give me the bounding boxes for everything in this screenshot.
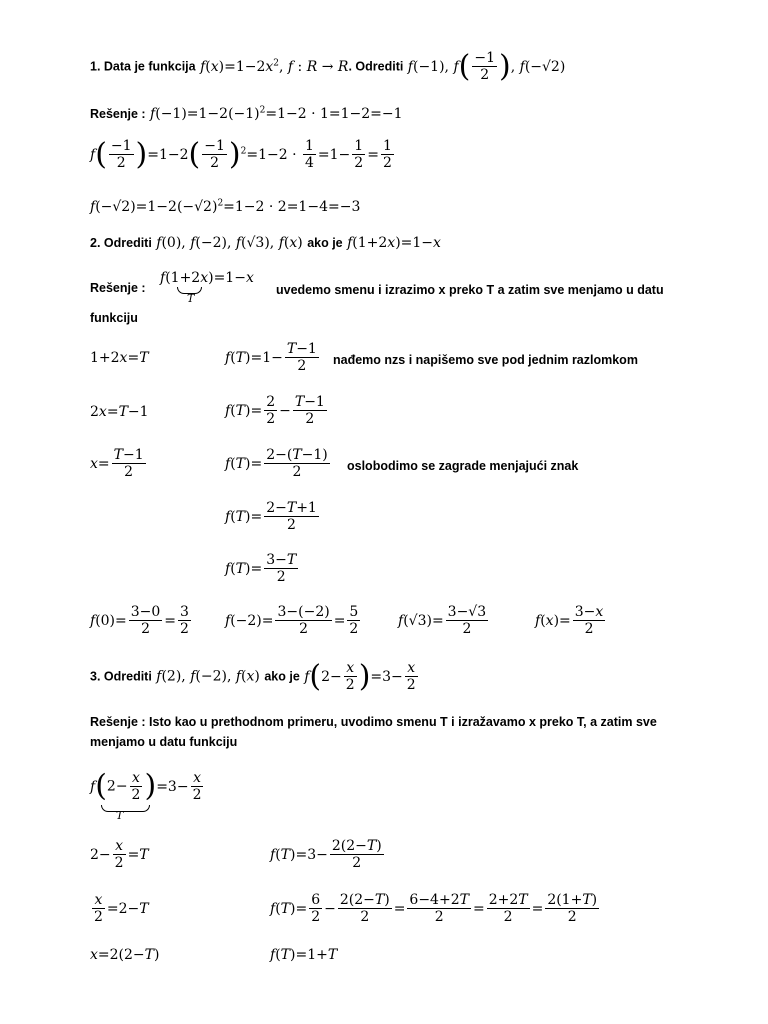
eq3-right-1: f(T)=3− $\frac{2(2-T)}{2}$ — [270, 838, 382, 872]
solution-1-line-2: f( $\frac{-1}{2}$ )=1−2( $\frac{-1}{2}$ )$^2$=1−2 · $\frac{1}{4}$ =1− $\frac{1}{2}$ = $\frac{1}{2}$ — [90, 136, 392, 172]
eq-right-5: f(T)= $\frac{3-T}{2}$ — [225, 552, 297, 586]
odrediti-label: . Odrediti — [348, 59, 404, 74]
note-substitution-cont: funkciju — [90, 311, 138, 325]
result-fx: f(x)= $\frac{3-x}{2}$ — [535, 604, 604, 638]
resenje-label: Rešenje : — [90, 107, 146, 121]
problem-2-statement: 2. Odrediti f(0), f(−2), f(√3), f(x) ako je f(1+2x)=1−x — [90, 235, 441, 251]
eq-left-2: 2x=T−1 — [90, 404, 149, 420]
eq3-right-3: f(T)=1+T — [270, 947, 338, 963]
result-f0: f(0)= $\frac{3-0}{2}$ = $\frac{3}{2}$ — [90, 604, 189, 638]
result-f-minus2: f(−2)= $\frac{3-(-2)}{2}$ = $\frac{5}{2}$ — [225, 604, 359, 638]
problem-2-heading: 2. Odrediti — [90, 236, 152, 250]
eq-right-1: f(T)=1− $\frac{T-1}{2}$ — [225, 341, 317, 375]
problem-1-heading: 1. Data je funkcija — [90, 59, 196, 74]
ako-je-label: ako je — [307, 236, 343, 250]
eq-right-4: f(T)= $\frac{2-T+1}{2}$ — [225, 500, 317, 534]
solution-1-line-3: $f(-√2)=1-2(-√2)^2=1-2 \cdot 2=1-4=-3$ — [90, 198, 361, 215]
ako-je-label: ako je — [264, 669, 300, 684]
eq3-left-1: 2− $\frac{x}{2}$ =T — [90, 838, 149, 872]
eq-left-3: x= $\frac{T-1}{2}$ — [90, 447, 144, 481]
eq-right-2: f(T)= $\frac{2}{2}$ − $\frac{T-1}{2}$ — [225, 394, 325, 428]
eq-left-1: 1+2x=T — [90, 350, 149, 366]
solution-2-resenje-label — [90, 280, 146, 296]
eq3-left-2: $\frac{x}{2}$ =2−T — [94, 892, 149, 926]
eq-right-3: f(T)= $\frac{2-(T-1)}{2}$ — [225, 447, 328, 481]
problem-3-heading: 3. Odrediti — [90, 669, 152, 684]
note-zagrade: oslobodimo se zagrade menjajući znak — [347, 459, 579, 473]
note-substitution: uvedemo smenu i izrazimo x preko T a zatim sve menjamo u datu — [276, 283, 664, 297]
problem-1-statement — [90, 50, 565, 83]
solution-3-text-1: Rešenje : Isto kao u prethodnom primeru, uvodimo smenu T i izražavamo x preko T, a zatim sve — [90, 715, 657, 729]
problem-3-statement: 3. Odrediti f(2), f(−2), f(x) ako je f(2− $\frac{x}{2}$ )=3− $\frac{x}{2}$ — [90, 658, 416, 694]
substitution-expression: f(1+2x )=1−x T — [160, 270, 254, 305]
solution-1-line-1: Rešenje : $f(-1)=1-2(-1)^2=1-2 \cdot 1=1-2=-1$ — [90, 105, 403, 122]
solution-3-text-2: menjamo u datu funkciju — [90, 735, 238, 749]
note-nzs: nađemo nzs i napišemo sve pod jednim razlomkom — [333, 353, 638, 367]
result-f-sqrt3: f(√3)= $\frac{3-√3}{2}$ — [398, 604, 487, 638]
resenje-label: Rešenje : — [90, 281, 146, 295]
function-definition: $f(x)=1-2x^2$, f : R → R — [200, 57, 349, 75]
requested-values: f(−1), f( $\frac{-1}{2}$ ), f(−√2) — [407, 48, 566, 84]
substitution-expression-3: f(2− $\frac{x}{2}$ ) =3− $\frac{x}{2}$ T — [90, 768, 202, 822]
eq3-left-3: x=2(2−T) — [90, 947, 160, 963]
eq3-right-2: f(T)= $\frac{6}{2}$ − $\frac{2(2-T)}{2}$ = $\frac{6-4+2T}{2}$ = $\frac{2+2T}{2}$ = $\frac{2(1+T)}{2}$ — [270, 892, 598, 926]
